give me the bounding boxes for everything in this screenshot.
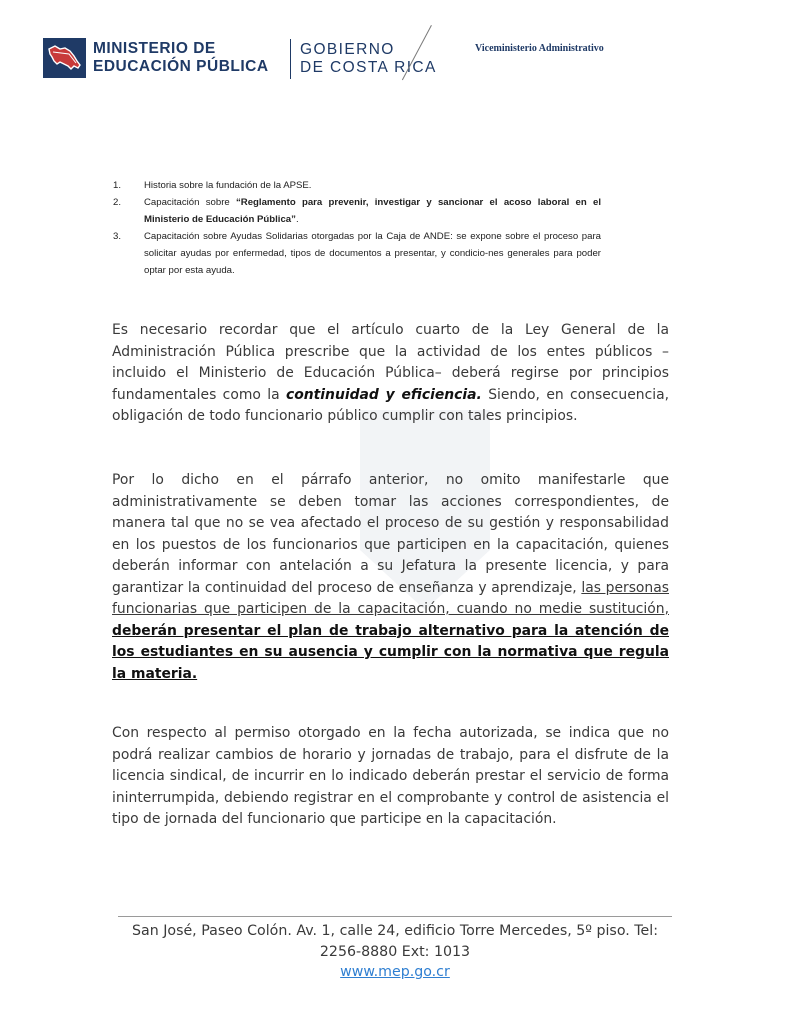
list-text: Historia sobre la fundación de la APSE. <box>144 180 312 191</box>
website-link[interactable]: www.mep.go.cr <box>340 964 450 980</box>
paragraph-actions <box>112 470 669 685</box>
costa-rica-map-logo <box>43 38 86 78</box>
underlined-text: las personas funcionarias que participen de la capacitación, cuando no medie sustitución, <box>112 579 669 617</box>
ministry-name-line1: MINISTERIO DE <box>93 40 216 57</box>
paragraph-principles <box>112 320 669 428</box>
list-text: Capacitación sobre <box>144 197 236 208</box>
list-number: 2. <box>113 197 122 208</box>
footer-divider <box>118 916 672 917</box>
list-item <box>113 177 601 194</box>
paragraph-text: Es necesario recordar que el artículo cuarto de la Ley General de la Administración Pública prescribe que la actividad de los entes públicos –incluido el Ministerio de Educación Pública– deberá regirse por principios fundamentales como la <box>112 322 669 403</box>
letterhead <box>43 37 743 87</box>
list-number: 3. <box>113 231 122 242</box>
ministry-name-line2: EDUCACIÓN PÚBLICA <box>93 58 269 75</box>
list-item <box>113 194 601 228</box>
list-text-bold: “Reglamento para prevenir, investigar y sancionar el acoso laboral en el Ministerio de Educación Pública” <box>144 197 601 225</box>
emphasis-text: continuidad y eficiencia. <box>285 386 482 403</box>
list-text: . <box>295 214 299 225</box>
footer <box>112 921 678 983</box>
header-divider <box>290 39 291 79</box>
bold-underlined-text: deberán presentar el plan de trabajo alternativo para la atención de los estudiantes en su ausencia y cumplir con la normativa que regula la materia. <box>112 622 669 682</box>
list-item <box>113 228 601 279</box>
activities-list <box>113 177 601 279</box>
paragraph-text: Por lo dicho en el párrafo anterior, no omito manifestarle que administrativamente se deben tomar las acciones correspondientes, de manera tal que no se vea afectado el proceso de su gestión y responsabilidad en los puestos de los funcionarios que participen en la capacitación, quienes deberán informar con antelación a su Jefatura la presente licencia, y para garantizar la continuidad del proceso de enseñanza y aprendizaje, <box>112 472 669 596</box>
list-number: 1. <box>113 180 122 191</box>
vice-ministry-label: Viceministerio Administrativo <box>475 43 604 54</box>
paragraph-text: Siendo, en consecuencia, obligación de todo funcionario público cumplir con tales principios. <box>112 386 669 424</box>
paragraph-permission: Con respecto al permiso otorgado en la fecha autorizada, se indica que no podrá realizar cambios de horario y jornadas de trabajo, para el disfrute de la licencia sindical, de incurrir en lo indicado deberán prestar el servicio de forma ininterrumpida, debiendo registrar en el comprobante y control de asistencia el tipo de jornada del funcionario que participe en la capacitación. <box>112 725 669 827</box>
government-line2: DE COSTA RICA <box>300 59 437 76</box>
list-text: Capacitación sobre Ayudas Solidarias otorgadas por la Caja de ANDE: se expone sobre el proceso para solicitar ayudas por enfermedad, tipos de documentos a presentar, y condicio-nes generales para poder optar por esta ayuda. <box>144 231 601 276</box>
government-line1: GOBIERNO <box>300 41 395 58</box>
footer-address: San José, Paseo Colón. Av. 1, calle 24, edificio Torre Mercedes, 5º piso. Tel: 2256-8880 Ext: 1013 <box>132 923 658 960</box>
